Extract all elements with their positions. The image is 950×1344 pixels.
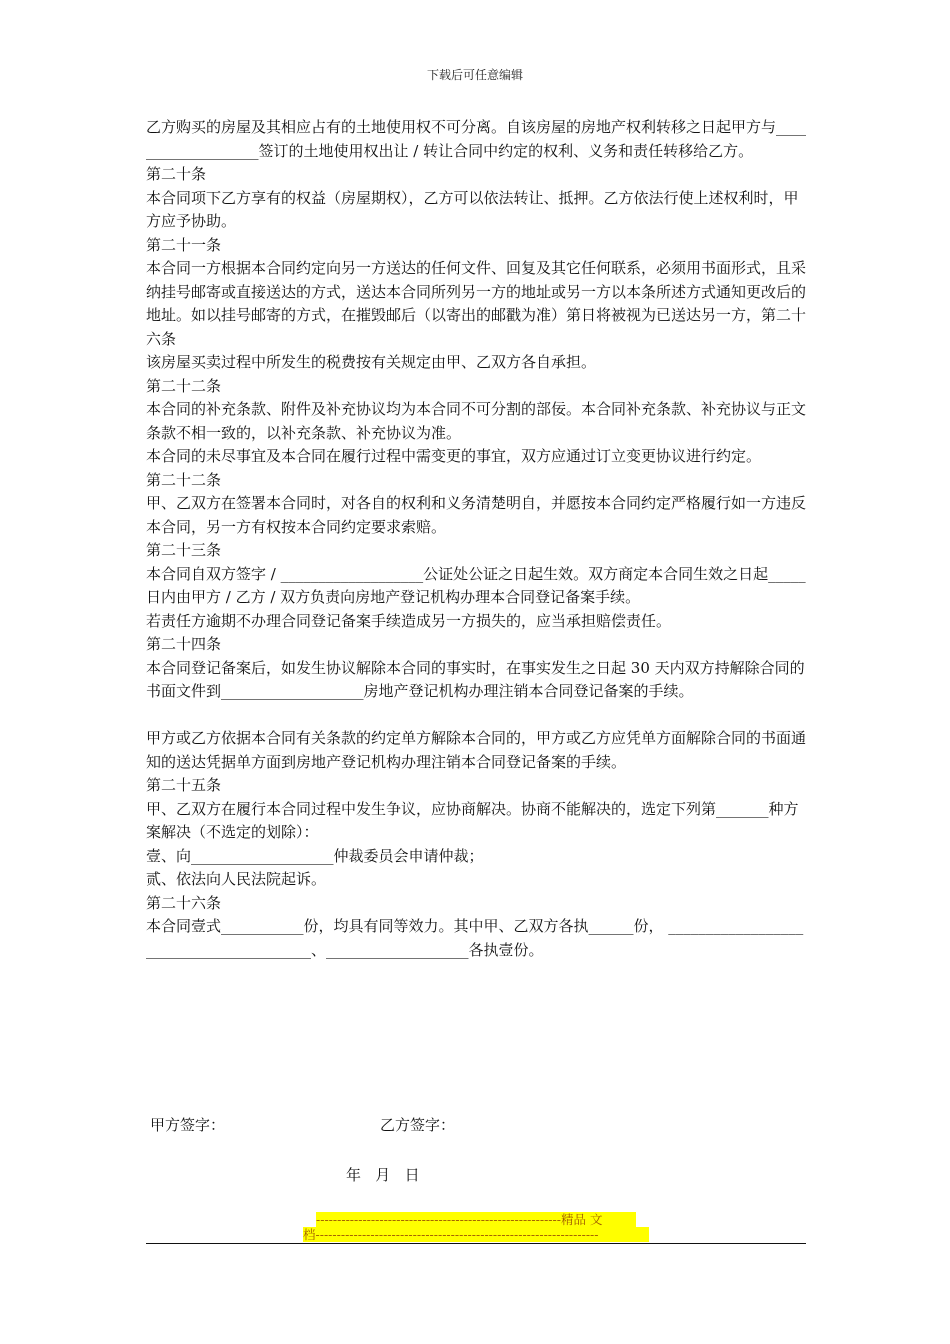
- article-heading: 第二十三条: [146, 541, 222, 559]
- party-b-signature-label: 乙方签字：: [380, 1116, 456, 1134]
- paragraph: 甲方或乙方依据本合同有关条款的约定单方解除本合同的，甲方或乙方应凭单方面解除合同的书面通知的送达凭据单方面到房地产登记机构办理注销本合同登记备案的手续。: [146, 729, 807, 771]
- paragraph: 本合同壹式___________份，均具有同等效力。其中甲、乙双方各执______份， ________________________________________、___________________各执壹份。: [146, 917, 804, 959]
- paragraph: 若责任方逾期不办理合同登记备案手续造成另一方损失的，应当承担赔偿责任。: [146, 611, 672, 630]
- paragraph: 本合同的未尽事宜及本合同在履行过程中需变更的事宜，双方应通过订立变更协议进行约定。: [146, 447, 762, 465]
- page-header: 下载后可任意编辑: [426, 68, 523, 82]
- article-heading: 第二十条: [146, 165, 207, 183]
- article-heading: 第二十五条: [146, 776, 222, 794]
- date-line: 年 月 日: [346, 1166, 420, 1184]
- paragraph: 本合同登记备案后，如发生协议解除本合同的事实时，在事实发生之日起 30 天内双方持解除合同的书面文件到___________________房地产登记机构办理注销本合同登记备案的手续。: [146, 658, 805, 700]
- contract-body: [146, 116, 810, 962]
- article-heading: 第二十二条: [146, 470, 222, 489]
- footer-watermark-line-1: ----------------------------------------------------------精品 文: [316, 1212, 636, 1227]
- paragraph: 乙方购买的房屋及其相应占有的土地使用权不可分离。自该房屋的房地产权利转移之日起甲方与___________________签订的土地使用权出让 / 转让合同中约定的权利、义务和责任转移给乙方。: [146, 118, 807, 160]
- paragraph: 贰、依法向人民法院起诉。: [146, 870, 327, 888]
- paragraph: 该房屋买卖过程中所发生的税费按有关规定由甲、乙双方各自承担。: [146, 353, 597, 371]
- paragraph: 本合同项下乙方享有的权益（房屋期权），乙方可以依法转让、抵押。乙方依法行使上述权利时，甲方应予协助。: [146, 188, 799, 230]
- footer-divider: [146, 1243, 806, 1244]
- paragraph: 壹、向___________________仲裁委员会申请仲裁；: [146, 846, 484, 865]
- article-heading: 第二十六条: [146, 893, 222, 912]
- party-a-signature-label: 甲方签字：: [150, 1116, 226, 1134]
- paragraph: 甲、乙双方在履行本合同过程中发生争议，应协商解决。协商不能解决的，选定下列第_______种方案解决（不选定的划除）：: [146, 799, 799, 841]
- blank-line: [146, 704, 810, 728]
- article-heading: 第二十四条: [146, 635, 222, 653]
- article-heading: 第二十一条: [146, 235, 222, 254]
- paragraph: 本合同自双方签字 / ___________________公证处公证之日起生效。双方商定本合同生效之日起_____日内由甲方 / 乙方 / 双方负责向房地产登记机构办理本合同登记备案手续。: [146, 564, 806, 606]
- paragraph: 甲、乙双方在签署本合同时，对各自的权利和义务清楚明自，并愿按本合同约定严格履行如一方违反本合同，另一方有权按本合同约定要求索赔。: [146, 494, 807, 536]
- article-heading: 第二十二条: [146, 376, 222, 395]
- paragraph: 本合同的补充条款、附件及补充协议均为本合同不可分割的部佞。本合同补充条款、补充协议与正文条款不相一致的，以补充条款、补充协议为准。: [146, 400, 807, 442]
- footer-watermark-line-2: 档-------------------------------------------------------------------: [303, 1227, 649, 1242]
- paragraph: 本合同一方根据本合同约定向另一方送达的任何文件、回复及其它任何联系，必须用书面形式，且采纳挂号邮寄或直接送达的方式，送达本合同所列另一方的地址或另一方以本条所述方式通知更改后的地址。如以挂号邮寄的方式，在摧毁邮后（以寄出的邮戳为准）第日将被视为已送达另一方，第二十六条: [146, 259, 807, 348]
